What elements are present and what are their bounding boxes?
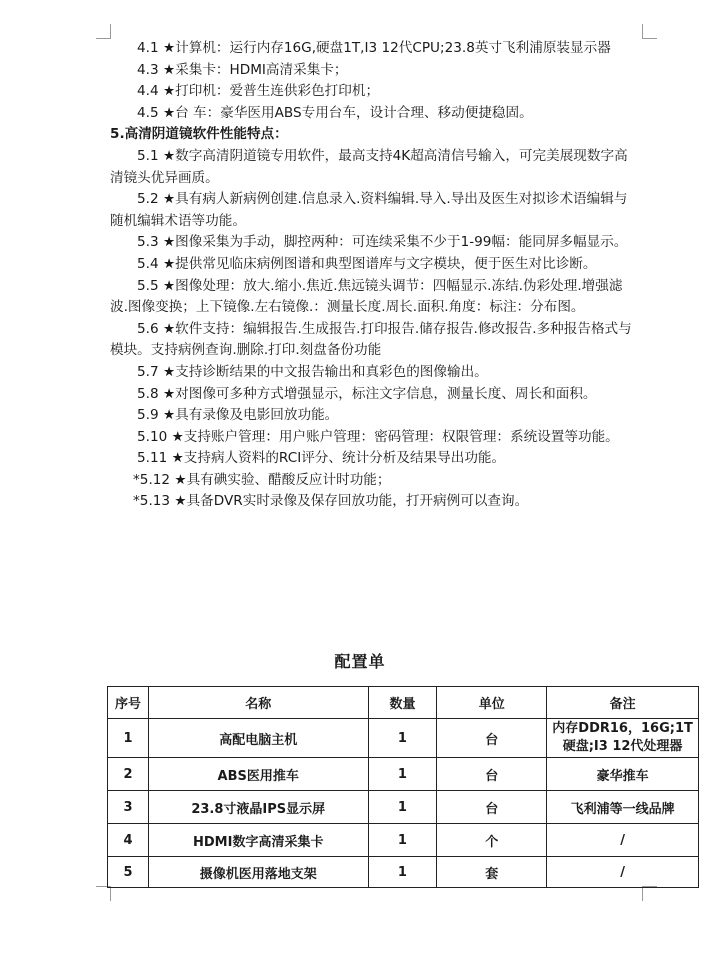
paragraph-5-3: 5.3 ★图像采集为手动，脚控两种：可连续采集不少于1-99幅：能同屏多幅显示。	[137, 234, 628, 251]
paragraph-5-10: 5.10 ★支持账户管理：用户账户管理：密码管理：权限管理：系统设置等功能。	[137, 428, 619, 445]
paragraph-4-3: 4.3 ★采集卡：HDMI高清采集卡；	[137, 61, 348, 78]
crop-mark-bottom-right	[642, 886, 657, 901]
paragraph-5-8: 5.8 ★对图像可多种方式增强显示，标注文字信息，测量长度、周长和面积。	[137, 385, 597, 402]
crop-mark-top-left	[96, 24, 111, 39]
paragraph-4-4: 4.4 ★打印机：爱普生连供彩色打印机；	[137, 83, 380, 100]
cell-note: 豪华推车	[547, 758, 699, 791]
cell-quantity: 1	[368, 824, 437, 857]
cell-note: /	[547, 824, 699, 857]
cell-quantity: 1	[368, 719, 437, 758]
table-row	[108, 857, 699, 888]
header-unit: 单位	[437, 687, 547, 719]
crop-mark-top-right	[642, 24, 657, 39]
cell-index: 5	[108, 857, 149, 888]
paragraph-5-9: 5.9 ★具有录像及电影回放功能。	[137, 407, 339, 424]
document-body	[110, 38, 640, 513]
table-header-row	[108, 687, 699, 719]
paragraph-5-6: 5.6 ★软件支持：编辑报告.生成报告.打印报告.储存报告.修改报告.多种报告格式与模块。支持病例查询.删除.打印.刻盘备份功能	[110, 320, 632, 359]
cell-quantity: 1	[368, 791, 437, 824]
header-note: 备注	[547, 687, 699, 719]
cell-note: /	[547, 857, 699, 888]
header-name: 名称	[148, 687, 368, 719]
paragraph-5-11: 5.11 ★支持病人资料的RCI评分、统计分析及结果导出功能。	[137, 450, 506, 467]
cell-note: 内存DDR16，16G;1T硬盘;I3 12代处理器	[547, 719, 699, 758]
cell-index: 3	[108, 791, 149, 824]
cell-unit: 台	[437, 791, 547, 824]
table-row	[108, 824, 699, 857]
cell-unit: 个	[437, 824, 547, 857]
crop-mark-bottom-left	[96, 886, 111, 901]
cell-unit: 台	[437, 758, 547, 791]
section-heading-5: 5.高清阴道镜软件性能特点：	[110, 126, 288, 143]
paragraph-5-12: *5.12 ★具有碘实验、醋酸反应计时功能；	[133, 471, 391, 488]
header-quantity: 数量	[368, 687, 437, 719]
paragraph-4-1: 4.1 ★计算机：运行内存16G,硬盘1T,I3 12代CPU;23.8英寸飞利浦原装显示器	[137, 40, 611, 56]
paragraph-5-5: 5.5 ★图像处理：放大.缩小.焦近.焦远镜头调节：四幅显示.冻结.伪彩处理.增强滤波.图像变换；上下镜像.左右镜像.：测量长度.周长.面积.角度：标注：分布图。	[110, 277, 623, 316]
header-index: 序号	[108, 687, 149, 719]
cell-index: 4	[108, 824, 149, 857]
cell-name: 高配电脑主机	[148, 719, 368, 758]
cell-unit: 套	[437, 857, 547, 888]
table-row	[108, 791, 699, 824]
paragraph-4-5: 4.5 ★台 车：豪华医用ABS专用台车，设计合理、移动便捷稳固。	[137, 104, 533, 121]
cell-quantity: 1	[368, 857, 437, 888]
table-row	[108, 719, 699, 758]
paragraph-5-7: 5.7 ★支持诊断结果的中文报告输出和真彩色的图像输出。	[137, 363, 488, 380]
cell-name: 摄像机医用落地支架	[148, 857, 368, 888]
paragraph-5-4: 5.4 ★提供常见临床病例图谱和典型图谱库与文字模块，便于医生对比诊断。	[137, 255, 597, 272]
paragraph-5-1: 5.1 ★数字高清阴道镜专用软件，最高支持4K超高清信号输入，可完美展现数字高清镜头优异画质。	[110, 147, 628, 186]
cell-index: 2	[108, 758, 149, 791]
cell-name: ABS医用推车	[148, 758, 368, 791]
cell-quantity: 1	[368, 758, 437, 791]
table-row	[108, 758, 699, 791]
paragraph-5-2: 5.2 ★具有病人新病例创建.信息录入.资料编辑.导入.导出及医生对拟诊术语编辑与随机编辑术语等功能。	[110, 191, 628, 229]
config-list-title: 配置单	[334, 652, 386, 671]
cell-unit: 台	[437, 719, 547, 758]
cell-index: 1	[108, 719, 149, 758]
paragraph-5-13: *5.13 ★具备DVR实时录像及保存回放功能，打开病例可以查询。	[133, 493, 529, 510]
config-table	[107, 686, 699, 888]
cell-name: HDMI数字高清采集卡	[148, 824, 368, 857]
cell-note: 飞利浦等一线品牌	[547, 791, 699, 824]
cell-name: 23.8寸液晶IPS显示屏	[148, 791, 368, 824]
